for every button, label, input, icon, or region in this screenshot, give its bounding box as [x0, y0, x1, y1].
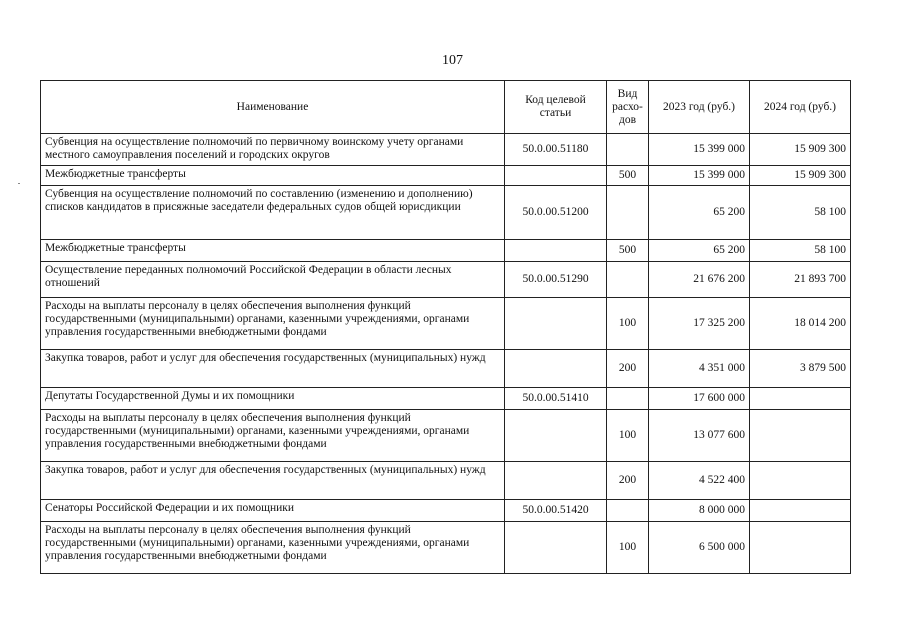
- row-vid: [607, 500, 649, 522]
- row-name: Осуществление переданных полномочий Российской Федерации в области лесных отношений: [41, 262, 505, 298]
- row-code: [505, 298, 607, 350]
- row-vid: [607, 186, 649, 240]
- page-number: 107: [442, 53, 463, 68]
- row-2023: 17 325 200: [649, 298, 750, 350]
- table-row: [41, 522, 851, 574]
- row-name: Закупка товаров, работ и услуг для обеспечения государственных (муниципальных) нужд: [41, 350, 505, 388]
- row-name: Сенаторы Российской Федерации и их помощники: [41, 500, 505, 522]
- row-vid: 200: [607, 350, 649, 388]
- header-code: Код целевой статьи: [505, 81, 607, 134]
- row-code: 50.0.00.51420: [505, 500, 607, 522]
- row-code: [505, 240, 607, 262]
- row-2023: 65 200: [649, 240, 750, 262]
- row-2023: 13 077 600: [649, 410, 750, 462]
- row-name: Субвенция на осуществление полномочий по первичному воинскому учету органами местного самоуправления поселений и городских округов: [41, 134, 505, 166]
- row-2023: 65 200: [649, 186, 750, 240]
- row-2023: 4 351 000: [649, 350, 750, 388]
- table-row: [41, 134, 851, 166]
- row-code: [505, 350, 607, 388]
- row-2024: 15 909 300: [750, 134, 851, 166]
- table-row: [41, 500, 851, 522]
- row-code: [505, 410, 607, 462]
- row-2024: 3 879 500: [750, 350, 851, 388]
- row-2024: [750, 462, 851, 500]
- row-vid: 500: [607, 240, 649, 262]
- row-2023: 15 399 000: [649, 134, 750, 166]
- row-name: Межбюджетные трансферты: [41, 166, 505, 186]
- row-2024: 21 893 700: [750, 262, 851, 298]
- table-row: [41, 262, 851, 298]
- row-2024: 15 909 300: [750, 166, 851, 186]
- row-code: [505, 522, 607, 574]
- row-code: 50.0.00.51200: [505, 186, 607, 240]
- row-2024: 58 100: [750, 240, 851, 262]
- row-2024: 18 014 200: [750, 298, 851, 350]
- table-row: [41, 186, 851, 240]
- table-row: [41, 410, 851, 462]
- row-2024: [750, 388, 851, 410]
- row-name: Расходы на выплаты персоналу в целях обеспечения выполнения функций государственными (муниципальными) органами, казенными учреждениями, органами управления государственными внебюджетными фондами: [41, 298, 505, 350]
- row-vid: [607, 388, 649, 410]
- row-name: Межбюджетные трансферты: [41, 240, 505, 262]
- header-2023: 2023 год (руб.): [649, 81, 750, 134]
- row-2023: 21 676 200: [649, 262, 750, 298]
- row-2023: 6 500 000: [649, 522, 750, 574]
- header-vid: Вид расхо-дов: [607, 81, 649, 134]
- row-name: Закупка товаров, работ и услуг для обеспечения государственных (муниципальных) нужд: [41, 462, 505, 500]
- row-2024: [750, 410, 851, 462]
- row-2023: 8 000 000: [649, 500, 750, 522]
- row-2023: 4 522 400: [649, 462, 750, 500]
- row-vid: 100: [607, 522, 649, 574]
- row-name: Депутаты Государственной Думы и их помощники: [41, 388, 505, 410]
- row-code: [505, 166, 607, 186]
- budget-table: [40, 80, 851, 574]
- row-vid: 500: [607, 166, 649, 186]
- row-name: Расходы на выплаты персоналу в целях обеспечения выполнения функций государственными (муниципальными) органами, казенными учреждениями, органами управления государственными внебюджетными фондами: [41, 410, 505, 462]
- row-2023: 15 399 000: [649, 166, 750, 186]
- row-vid: [607, 134, 649, 166]
- row-code: 50.0.00.51410: [505, 388, 607, 410]
- row-vid: [607, 262, 649, 298]
- table-header-row: [41, 81, 851, 134]
- header-name: Наименование: [41, 81, 505, 134]
- row-2024: 58 100: [750, 186, 851, 240]
- row-2023: 17 600 000: [649, 388, 750, 410]
- table-row: [41, 462, 851, 500]
- row-code: 50.0.00.51180: [505, 134, 607, 166]
- row-code: 50.0.00.51290: [505, 262, 607, 298]
- row-name: Субвенция на осуществление полномочий по составлению (изменению и дополнению) списков кандидатов в присяжные заседатели федеральных судов общей юрисдикции: [41, 186, 505, 240]
- scan-artifact: [18, 183, 20, 184]
- row-vid: 100: [607, 410, 649, 462]
- table-row: [41, 298, 851, 350]
- table-row: [41, 166, 851, 186]
- row-vid: 100: [607, 298, 649, 350]
- row-vid: 200: [607, 462, 649, 500]
- table-row: [41, 240, 851, 262]
- row-code: [505, 462, 607, 500]
- row-name: Расходы на выплаты персоналу в целях обеспечения выполнения функций государственными (муниципальными) органами, казенными учреждениями, органами управления государственными внебюджетными фондами: [41, 522, 505, 574]
- table-row: [41, 388, 851, 410]
- row-2024: [750, 522, 851, 574]
- table-row: [41, 350, 851, 388]
- header-2024: 2024 год (руб.): [750, 81, 851, 134]
- row-2024: [750, 500, 851, 522]
